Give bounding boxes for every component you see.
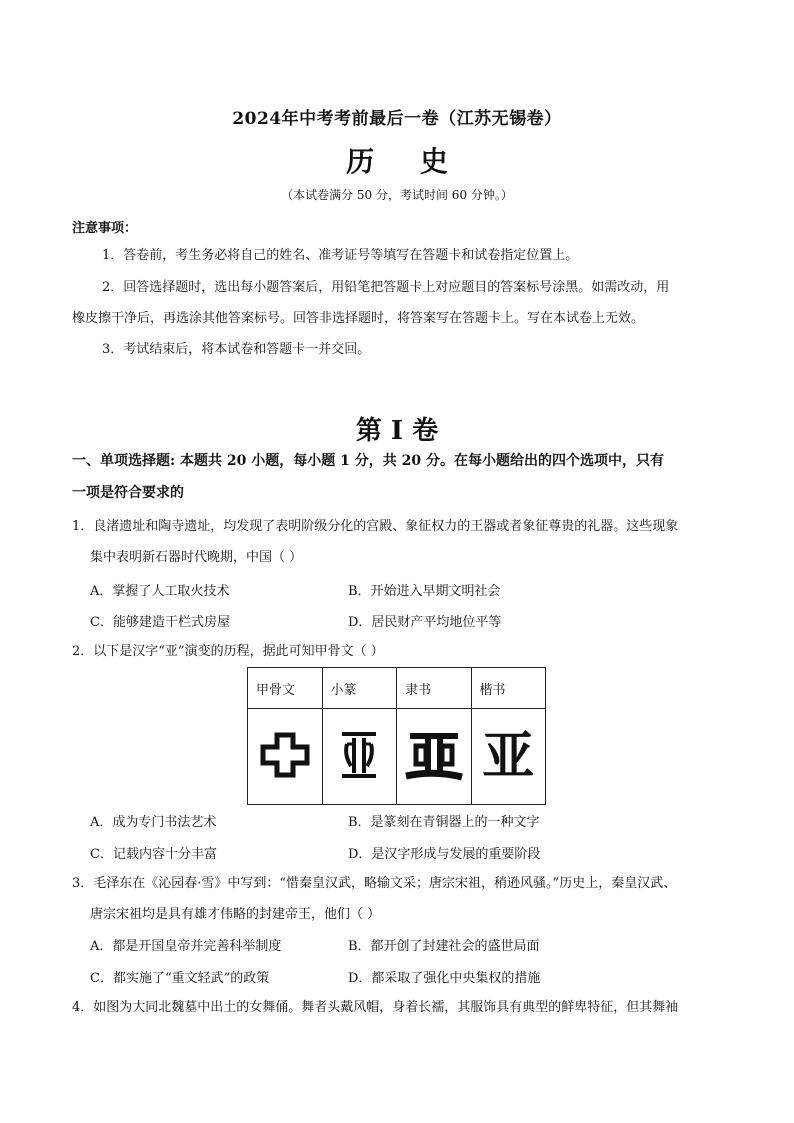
q3-option-b: B．都开创了封建社会的盛世局面 xyxy=(348,939,540,954)
table-header-cell: 隶书 xyxy=(397,668,472,709)
script-evolution-table xyxy=(247,667,546,805)
regular-script-glyph-cell xyxy=(471,709,546,805)
notice-item-1: 1．答卷前，考生务必将自己的姓名、准考证号等填写在答题卡和试卷指定位置上。 xyxy=(102,248,579,263)
q3-option-d: D．都采取了强化中央集权的措施 xyxy=(348,971,541,986)
q3-stem-line-1: 3．毛泽东在《沁园春·雪》中写到：“惜秦皇汉武，略输文采；唐宗宋祖，稍逊风骚。”历史上，秦皇汉武、 xyxy=(72,876,677,891)
exam-title: 2024年中考考前最后一卷（江苏无锡卷） xyxy=(232,109,562,129)
oracle-bone-ya-glyph xyxy=(259,731,311,779)
q1-option-c: C．能够建造干栏式房屋 xyxy=(90,615,230,630)
section-desc-line-1: 一、单项选择题: 本题共 20 小题，每小题 1 分，共 20 分。在每小题给出的四个选项中，只有 xyxy=(72,453,664,469)
table-header-cell: 小篆 xyxy=(322,668,397,709)
q4-stem-line-1: 4．如图为大同北魏墓中出土的女舞俑。舞者头戴风帽，身着长襦，其服饰具有典型的鲜卑特征，但其舞袖 xyxy=(72,1000,679,1015)
section-title: 第 I 卷 xyxy=(355,416,439,446)
q1-option-a: A．掌握了人工取火技术 xyxy=(90,584,230,599)
subject-title: 历 史 xyxy=(346,145,466,178)
q1-option-d: D．居民财产平均地位平等 xyxy=(348,615,502,630)
q3-option-a: A．都是开国皇帝并完善科举制度 xyxy=(90,939,282,954)
q1-stem-line-1: 1．良渚遗址和陶寺遗址，均发现了表明阶级分化的宫殿、象征权力的王器或者象征尊贵的礼器。这些现象 xyxy=(72,519,679,534)
notice-item-2-line-2: 橡皮擦干净后，再选涂其他答案标号。回答非选择题时，将答案写在答题卡上。写在本试卷上无效。 xyxy=(72,311,645,326)
q3-option-c: C．都实施了“重文轻武”的政策 xyxy=(90,971,270,986)
q2-stem: 2．以下是汉字“亚”演变的历程，据此可知甲骨文（ ） xyxy=(72,644,384,659)
clerical-glyph-cell xyxy=(397,709,472,805)
section-desc-line-2: 一项是符合要求的 xyxy=(72,485,184,501)
table-header-cell: 甲骨文 xyxy=(248,668,323,709)
q1-option-b: B．开始进入早期文明社会 xyxy=(348,584,501,599)
small-seal-ya-glyph xyxy=(338,729,380,781)
q2-option-b: B．是篆刻在青铜器上的一种文字 xyxy=(348,815,540,830)
table-header-row xyxy=(248,668,546,709)
oracle-bone-glyph-cell xyxy=(248,709,323,805)
exam-info: （本试卷满分 50 分，考试时间 60 分钟。） xyxy=(281,188,513,202)
q3-stem-line-2: 唐宗宋祖均是具有雄才伟略的封建帝王，他们（ ） xyxy=(90,907,381,922)
regular-script-ya-glyph: 亚 xyxy=(482,725,535,787)
clerical-ya-glyph xyxy=(404,728,464,782)
notice-heading: 注意事项： xyxy=(72,221,138,236)
q2-option-d: D．是汉字形成与发展的重要阶段 xyxy=(348,847,541,862)
table-header-cell: 楷书 xyxy=(471,668,546,709)
notice-item-3: 3．考试结束后，将本试卷和答题卡一并交回。 xyxy=(102,342,371,357)
q2-option-c: C．记载内容十分丰富 xyxy=(90,847,217,862)
q1-stem-line-2: 集中表明新石器时代晚期，中国（ ） xyxy=(90,550,303,565)
table-glyph-row xyxy=(248,709,546,805)
small-seal-glyph-cell xyxy=(322,709,397,805)
q2-option-a: A．成为专门书法艺术 xyxy=(90,815,217,830)
notice-item-2-line-1: 2．回答选择题时，选出每小题答案后，用铅笔把答题卡上对应题目的答案标号涂黑。如需改动，用 xyxy=(102,280,670,295)
